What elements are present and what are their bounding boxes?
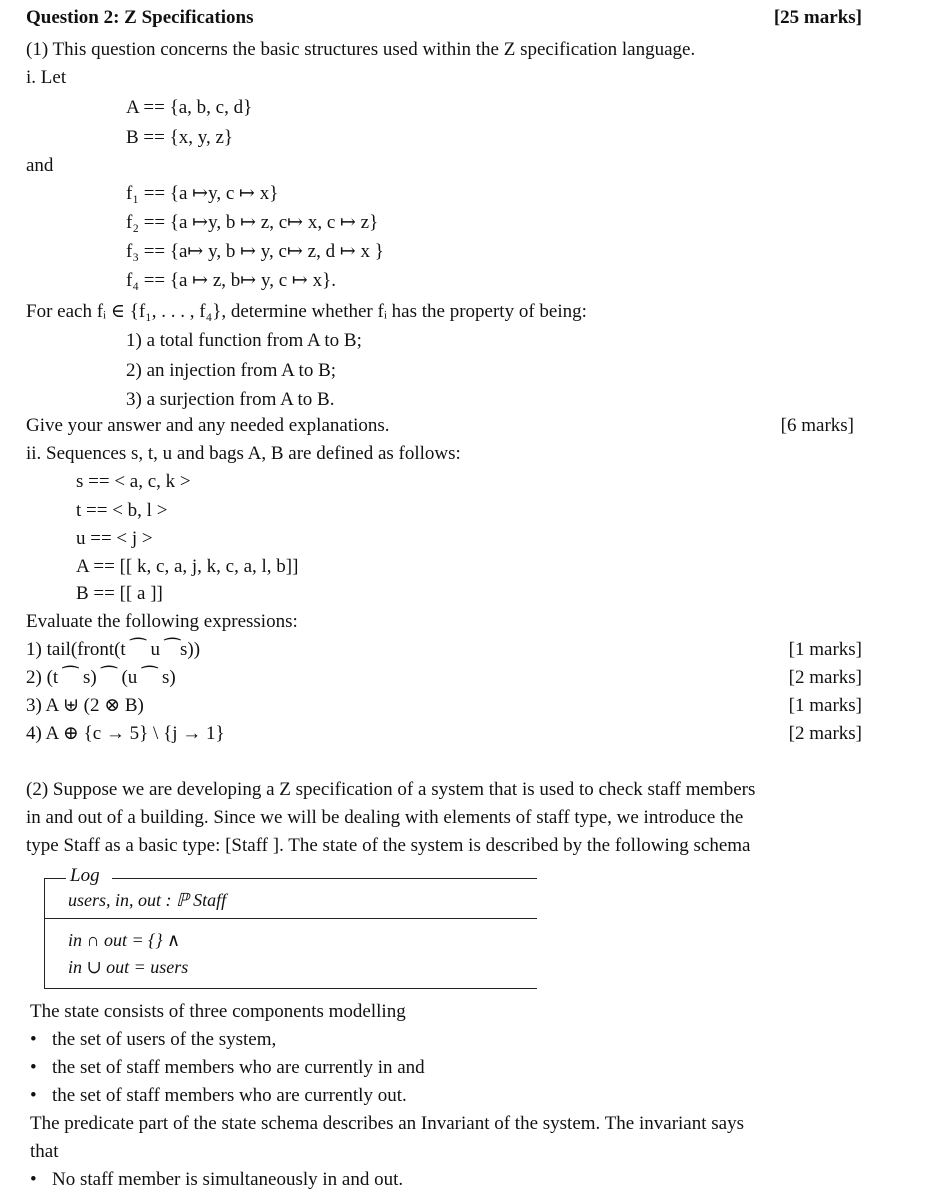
bag-b: B == [[ a ]] <box>76 583 163 604</box>
expression-marks: [1 marks] <box>788 695 862 716</box>
schema-left-border <box>44 878 45 988</box>
set-a-definition: A == {a, b, c, d} <box>126 97 253 118</box>
sequence-s: s == < a, c, k > <box>76 471 191 492</box>
function-f4: f₄ == {a ↦ z, b↦ y, c ↦ x}. <box>126 270 336 291</box>
function-f1: f₁ == {a ↦y, c ↦ x} <box>126 183 279 204</box>
state-bullet-item: • the set of users of the system, <box>52 1028 276 1052</box>
question-marks: [25 marks] <box>773 7 862 28</box>
part2-paragraph-line-3: type Staff as a basic type: [Staff ]. The state of the system is described by the following schema <box>26 835 751 856</box>
expression-item: 3) A ⊎ (2 ⊗ B) <box>26 695 144 716</box>
sequence-u: u == < j > <box>76 528 153 549</box>
schema-declaration: users, in, out : ℙ Staff <box>68 890 227 910</box>
function-f3: f₃ == {a↦ y, b ↦ y, c↦ z, d ↦ x } <box>126 241 384 262</box>
part1-i-let: i. Let <box>26 67 67 88</box>
expression-item: 2) (t ⁀ s) ⁀ (u ⁀ s) <box>26 667 176 688</box>
set-b-definition: B == {x, y, z} <box>126 127 234 148</box>
expression-item: 1) tail(front(t ⁀ u ⁀s)) <box>26 639 201 660</box>
schema-top-rule-right <box>112 878 537 879</box>
property-injection: 2) an injection from A to B; <box>126 360 337 381</box>
part1-ii-intro: ii. Sequences s, t, u and bags A, B are defined as follows: <box>26 443 461 464</box>
schema-top-rule-left <box>44 878 66 879</box>
schema-predicate-2: in ∪ out = users <box>68 957 189 977</box>
sequence-t: t == < b, l > <box>76 500 168 521</box>
and-label: and <box>26 155 54 176</box>
part2-paragraph-line-2: in and out of a building. Since we will be dealing with elements of staff type, we introduce the <box>26 807 744 828</box>
property-surjection: 3) a surjection from A to B. <box>126 389 335 410</box>
invariant-bullet: • No staff member is simultaneously in and out. <box>52 1168 403 1192</box>
state-consists-text: The state consists of three components modelling <box>30 1001 406 1022</box>
expression-marks: [2 marks] <box>788 667 862 688</box>
expression-marks: [1 marks] <box>788 639 862 660</box>
state-bullet-item: • the set of staff members who are currently out. <box>52 1084 407 1108</box>
schema-divider <box>44 918 537 919</box>
schema-predicate-1: in ∩ out = {} ∧ <box>68 930 181 950</box>
expression-marks: [2 marks] <box>788 723 862 744</box>
give-answer-text: Give your answer and any needed explanations. <box>26 415 390 436</box>
predicate-text-line-1: The predicate part of the state schema describes an Invariant of the system. The invariant says <box>30 1113 744 1134</box>
bag-a: A == [[ k, c, a, j, k, c, a, l, b]] <box>76 556 299 577</box>
state-bullet-item: • the set of staff members who are currently in and <box>52 1056 425 1080</box>
part2-paragraph-line-1: (2) Suppose we are developing a Z specification of a system that is used to check staff members <box>26 779 756 800</box>
give-answer-marks: [6 marks] <box>780 415 854 436</box>
function-f2: f₂ == {a ↦y, b ↦ z, c↦ x, c ↦ z} <box>126 212 379 233</box>
part1-intro: (1) This question concerns the basic structures used within the Z specification language. <box>26 39 696 60</box>
for-each-statement: For each fᵢ ∈ {f₁, . . . , f₄}, determine whether fᵢ has the property of being: <box>26 301 587 322</box>
schema-name: Log <box>70 865 100 886</box>
expression-item: 4) A ⊕ {c → 5} \ {j → 1} <box>26 723 225 744</box>
predicate-text-line-2: that <box>30 1141 59 1162</box>
schema-bottom-rule <box>44 988 537 989</box>
question-title: Question 2: Z Specifications <box>26 7 254 28</box>
evaluate-heading: Evaluate the following expressions: <box>26 611 298 632</box>
property-total-function: 1) a total function from A to B; <box>126 330 362 351</box>
